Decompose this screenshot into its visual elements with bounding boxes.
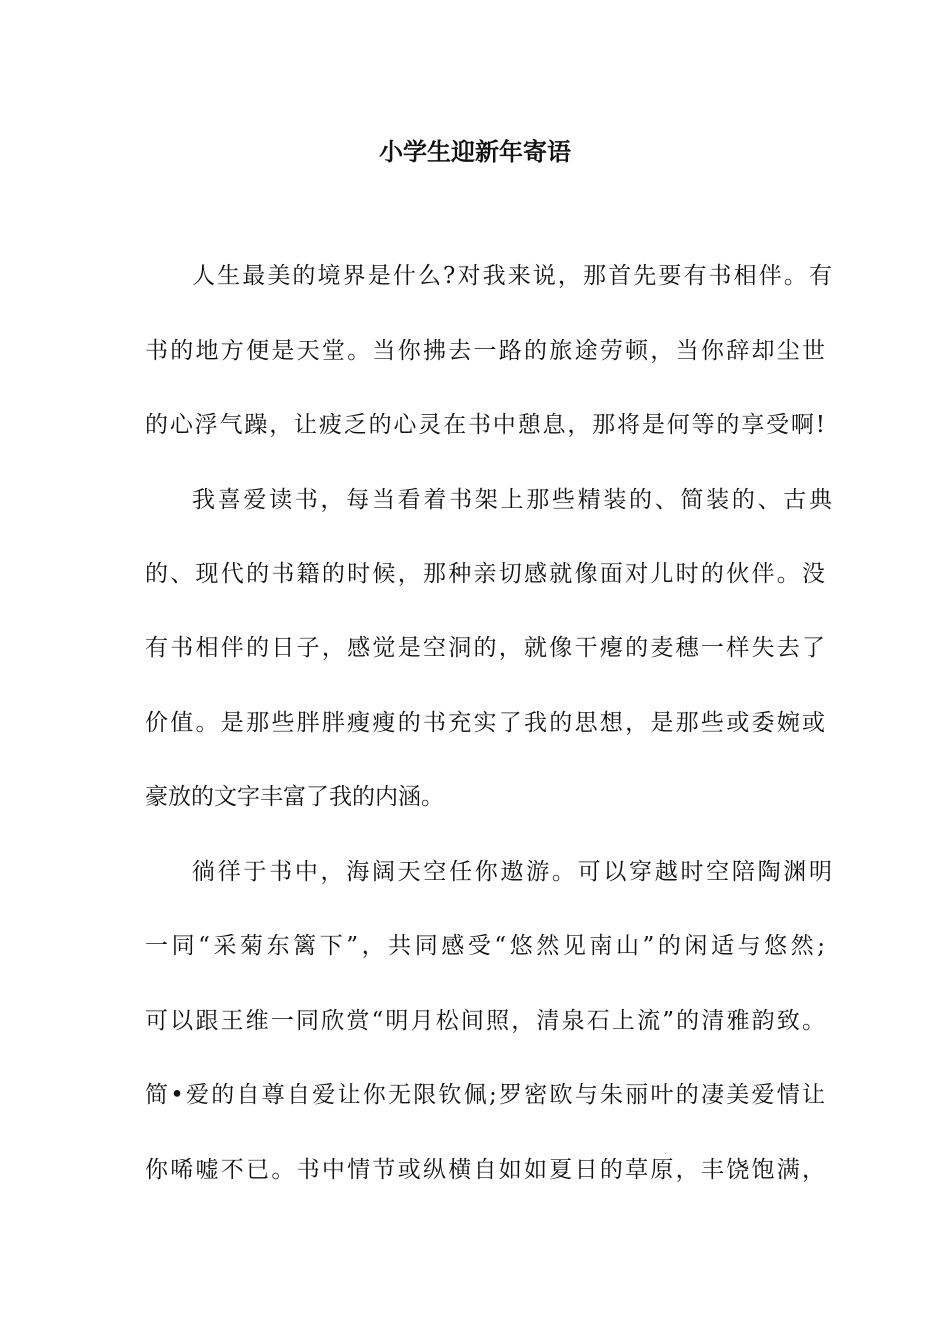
paragraph-3-line-3: 可以跟王维一同欣赏“明月松间照，清泉石上流”的清雅韵致。 bbox=[145, 1008, 825, 1034]
paragraph-1-line-3: 的心浮气躁，让疲乏的心灵在书中憩息，那将是何等的享受啊! bbox=[145, 412, 825, 438]
paragraph-2-line-5: 豪放的文字丰富了我的内涵。 bbox=[145, 784, 444, 810]
document-title: 小学生迎新年寄语 bbox=[379, 138, 571, 166]
paragraph-3-line-5: 你唏嘘不已。书中情节或纵横自如如夏日的草原，丰饶饱满， bbox=[145, 1157, 825, 1183]
paragraph-1-line-1: 人生最美的境界是什么?对我来说，那首先要有书相伴。有 bbox=[192, 263, 832, 289]
paragraph-3-line-2: 一同“采菊东篱下”，共同感受“悠然见南山”的闲适与悠然; bbox=[145, 933, 825, 959]
paragraph-2-line-1: 我喜爱读书，每当看着书架上那些精装的、简装的、古典 bbox=[192, 487, 832, 513]
paragraph-1-line-2: 书的地方便是天堂。当你拂去一路的旅途劳顿，当你辞却尘世 bbox=[145, 338, 825, 364]
paragraph-2-line-3: 有书相伴的日子，感觉是空洞的，就像干瘪的麦穗一样失去了 bbox=[145, 635, 825, 661]
paragraph-2-line-4: 价值。是那些胖胖瘦瘦的书充实了我的思想，是那些或委婉或 bbox=[145, 710, 825, 736]
paragraph-3-line-4: 简•爱的自尊自爱让你无限钦佩;罗密欧与朱丽叶的凄美爱情让 bbox=[145, 1082, 825, 1108]
paragraph-2-line-2: 的、现代的书籍的时候，那种亲切感就像面对儿时的伙伴。没 bbox=[145, 561, 825, 587]
paragraph-3-line-1: 徜徉于书中，海阔天空任你遨游。可以穿越时空陪陶渊明 bbox=[192, 859, 832, 885]
